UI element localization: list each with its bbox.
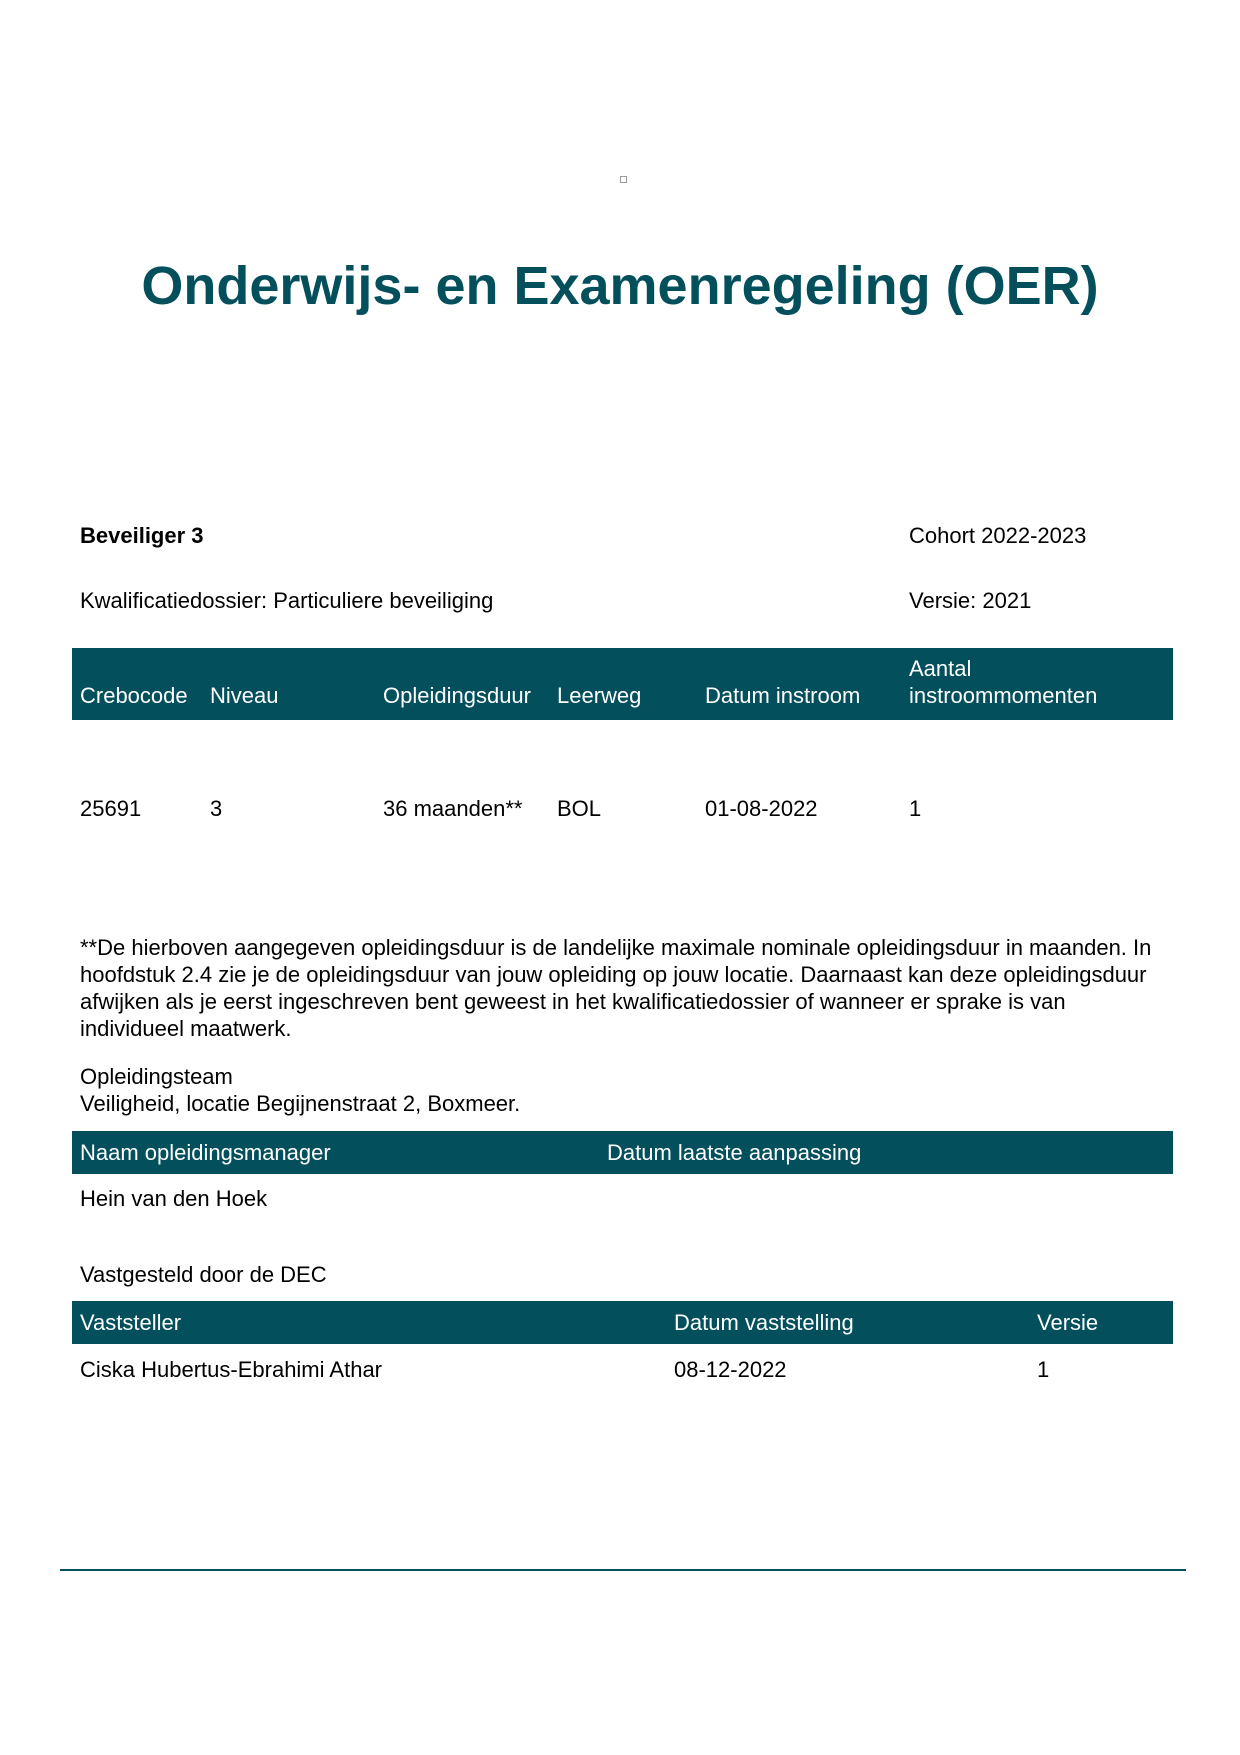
header-datum-instroom: Datum instroom: [705, 683, 861, 708]
version-label: Versie: 2021: [909, 588, 1032, 613]
header-crebocode: Crebocode: [80, 683, 188, 708]
header-vaststeller: Vaststeller: [80, 1310, 182, 1335]
header-instroommomenten: instroommomenten: [909, 683, 1098, 708]
dec-label: Vastgesteld door de DEC: [80, 1262, 327, 1287]
cell-vaststeller: Ciska Hubertus-Ebrahimi Athar: [80, 1357, 383, 1382]
header-versie: Versie: [1037, 1310, 1099, 1335]
footer-divider: [60, 1569, 1186, 1571]
placeholder-mark-icon: [620, 176, 627, 183]
header-naam-opleidingsmanager: Naam opleidingsmanager: [80, 1140, 331, 1165]
manager-table-header: [72, 1131, 1173, 1174]
cell-niveau: 3: [210, 796, 223, 821]
team-label: Opleidingsteam: [80, 1064, 233, 1089]
cell-datum-instroom: 01-08-2022: [705, 796, 818, 821]
qualification-file: Kwalificatiedossier: Particuliere beveiliging: [80, 588, 494, 613]
dec-table-header: [72, 1301, 1173, 1344]
cohort-label: Cohort 2022-2023: [909, 523, 1087, 548]
cell-datum-vaststelling: 08-12-2022: [674, 1357, 787, 1382]
cell-leerweg: BOL: [557, 796, 602, 821]
cell-aantal-instroommomenten: 1: [909, 796, 922, 821]
cell-crebocode: 25691: [80, 796, 142, 821]
cell-manager-name: Hein van den Hoek: [80, 1186, 268, 1211]
header-leerweg: Leerweg: [557, 683, 642, 708]
duration-footnote: **De hierboven aangegeven opleidingsduur is de landelijke maximale nominale opleidingsduur in maanden. In hoofdstuk 2.4 zie je de opleidingsduur van jouw opleiding op jouw locatie. Daarnaast kan deze opleidingsduur afwijken als je eerst ingeschreven bent geweest in het kwalificatiedossier of wanneer er sprake is van individueel maatwerk.: [80, 935, 1152, 1041]
header-datum-laatste-aanpassing: Datum laatste aanpassing: [607, 1140, 862, 1165]
cell-versie: 1: [1037, 1357, 1050, 1382]
program-table-header: [72, 648, 1173, 720]
header-aantal: Aantal: [909, 656, 972, 681]
header-niveau: Niveau: [210, 683, 279, 708]
document-title: Onderwijs- en Examenregeling (OER): [141, 256, 1099, 316]
program-name: Beveiliger 3: [80, 523, 204, 548]
team-location: Veiligheid, locatie Begijnenstraat 2, Boxmeer.: [80, 1091, 521, 1116]
cell-opleidingsduur: 36 maanden**: [383, 796, 523, 821]
header-opleidingsduur: Opleidingsduur: [383, 683, 531, 708]
header-datum-vaststelling: Datum vaststelling: [674, 1310, 854, 1335]
